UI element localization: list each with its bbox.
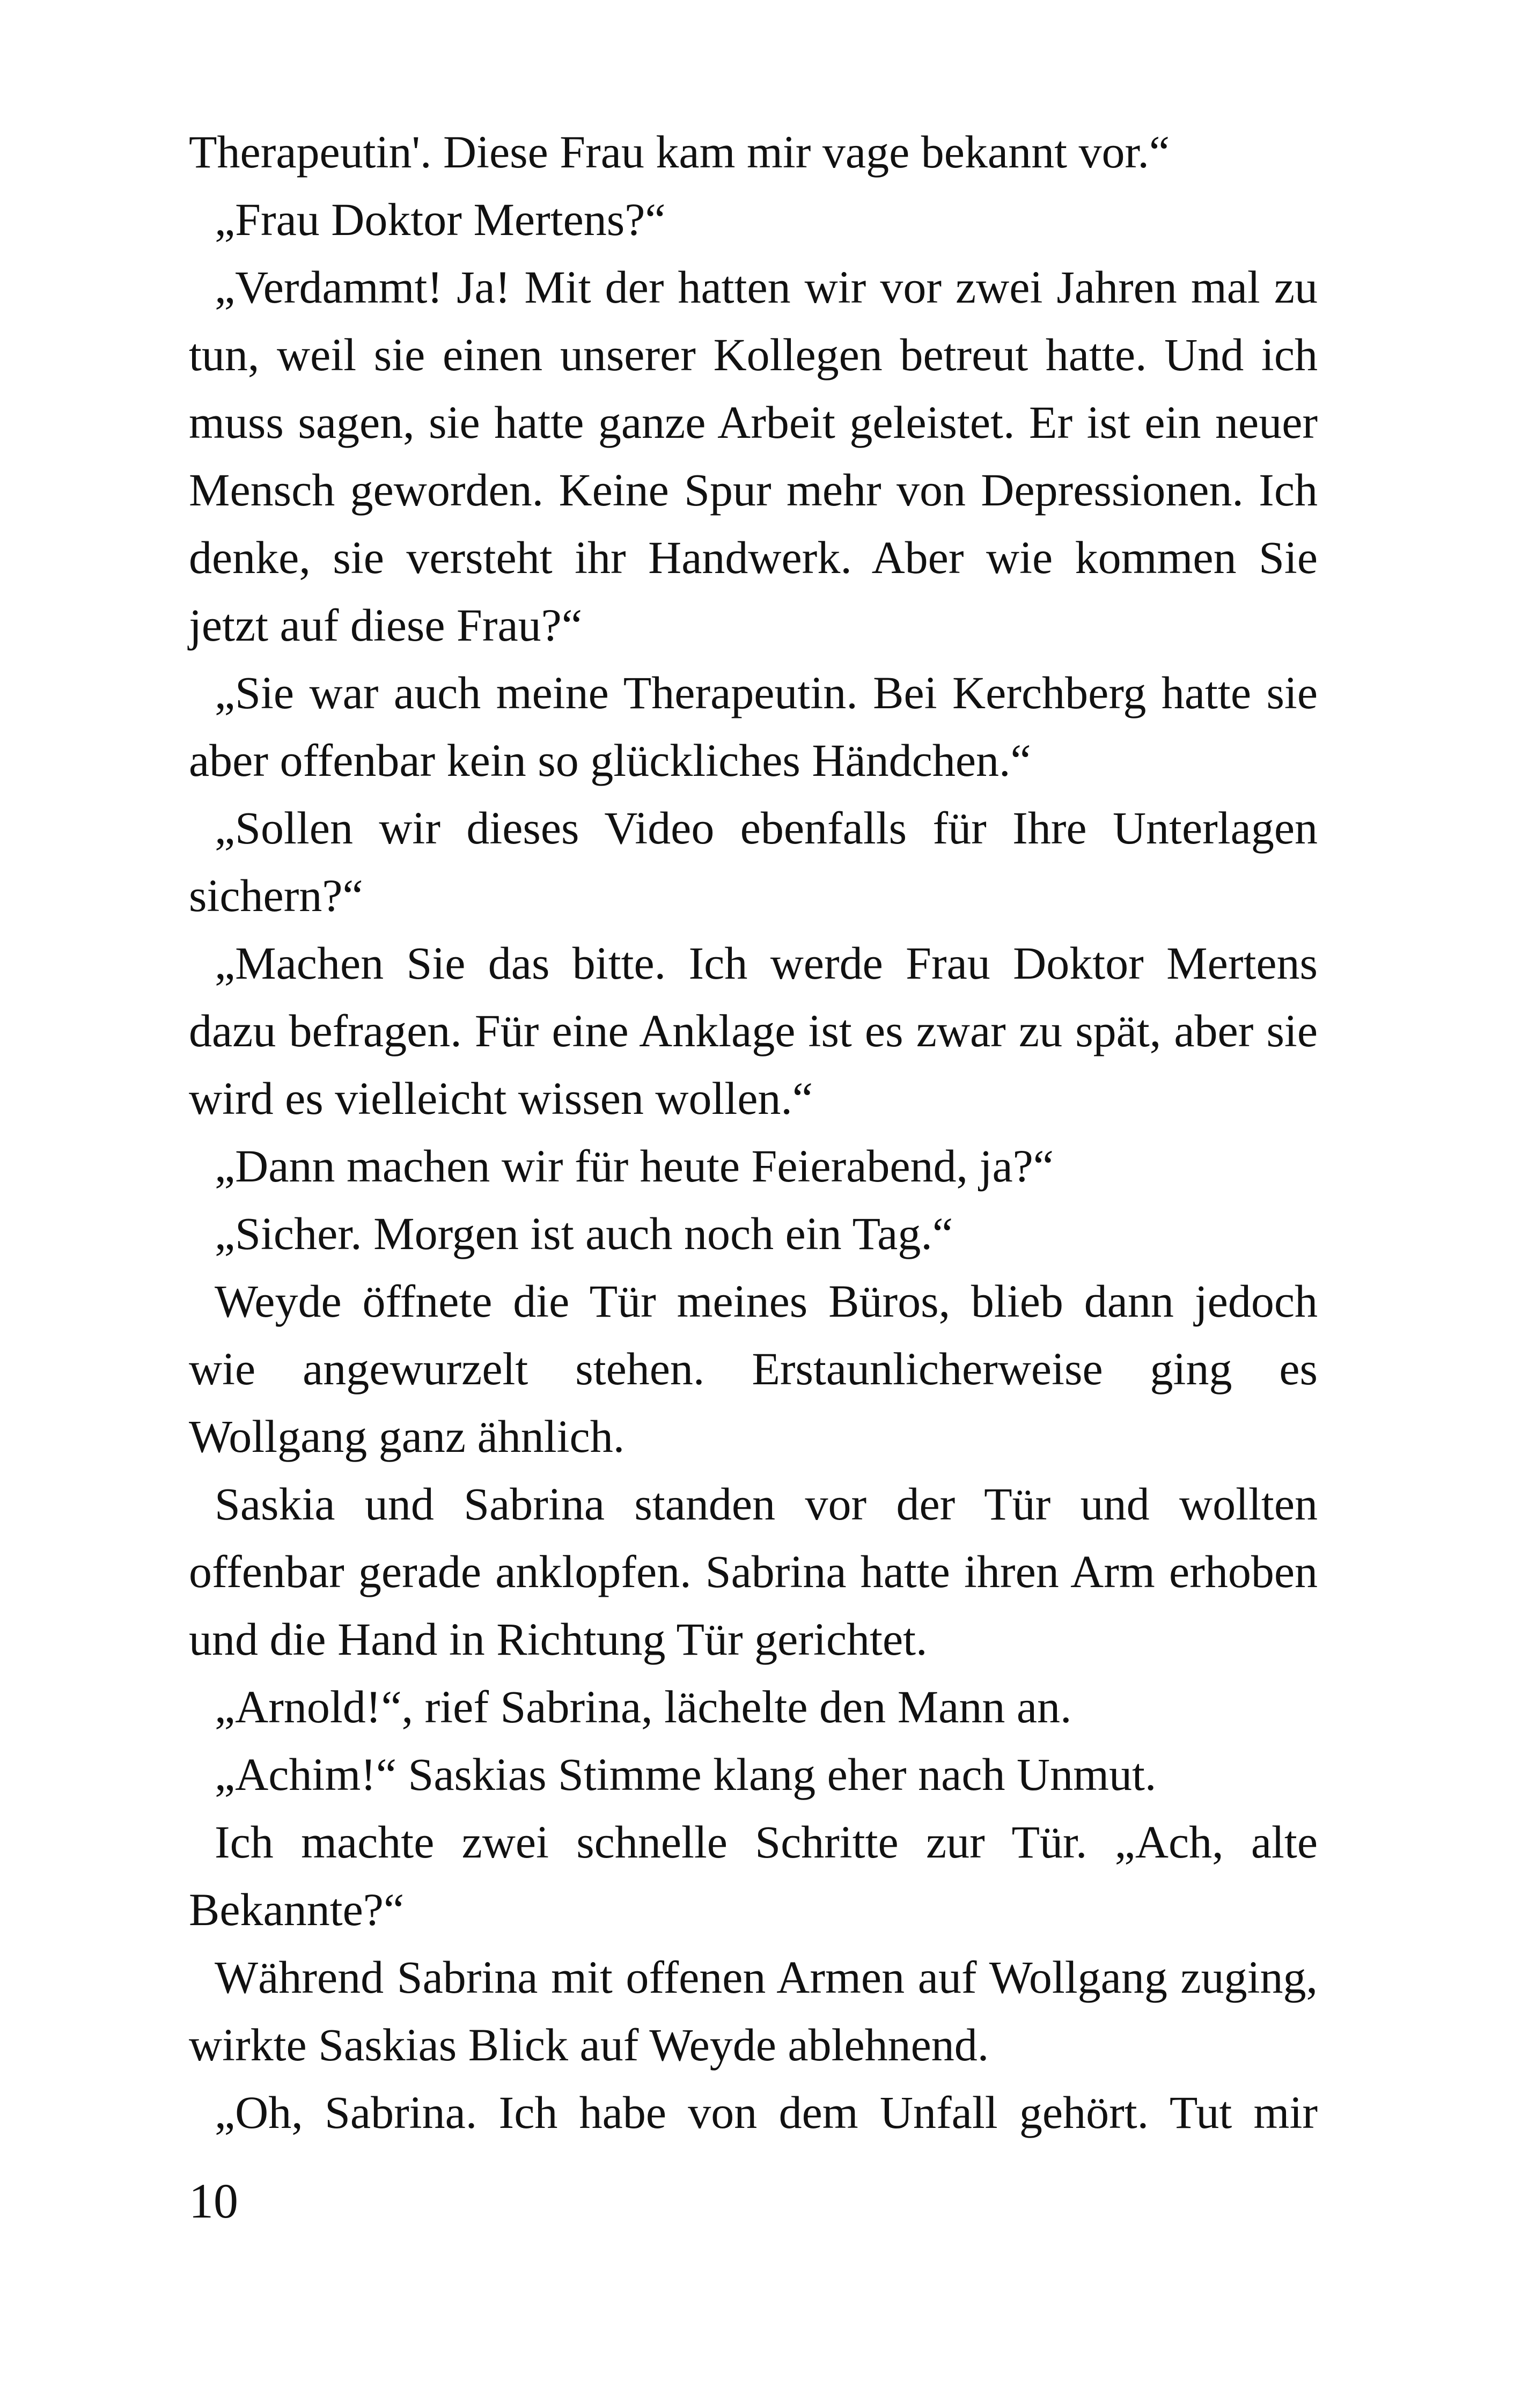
paragraph-dialogue: „Arnold!“, rief Sabrina, lächelte den Mann an. — [215, 1681, 1072, 1732]
paragraph-dialogue: „Sie war auch meine Therapeutin. Bei Kerchberg hatte sie aber offenbar kein so glückliches Händchen.“ — [189, 667, 1318, 786]
paragraph-dialogue: „Machen Sie das bitte. Ich werde Frau Doktor Mertens dazu befragen. Für eine Anklage ist es zwar zu spät, aber sie wird es vielleicht wissen wollen.“ — [189, 937, 1318, 1124]
body-text — [189, 118, 1318, 2146]
paragraph-dialogue-cut: „Oh, Sabrina. Ich habe von dem Unfall gehört. Tut mir — [215, 2087, 1318, 2138]
paragraph-narration: Weyde öffnete die Tür meines Büros, blieb dann jedoch wie angewurzelt stehen. Erstaunlicherweise ging es Wollgang ganz ähnlich. — [189, 1275, 1318, 1462]
paragraph-dialogue: „Sollen wir dieses Video ebenfalls für Ihre Unterlagen sichern?“ — [189, 802, 1318, 921]
paragraph-narration: Während Sabrina mit offenen Armen auf Wollgang zuging, wirkte Saskias Blick auf Weyde ablehnend. — [189, 1951, 1318, 2071]
paragraph-dialogue: „Verdammt! Ja! Mit der hatten wir vor zwei Jahren mal zu tun, weil sie einen unserer Kollegen betreut hatte. Und ich muss sagen, sie hatte ganze Arbeit geleistet. Er ist ein neuer Mensch geworden. Keine Spur mehr von Depressionen. Ich denke, sie versteht ihr Handwerk. Aber wie kommen Sie jetzt auf diese Frau?“ — [189, 261, 1318, 651]
paragraph-dialogue: „Dann machen wir für heute Feierabend, ja?“ — [215, 1140, 1054, 1192]
page-number: 10 — [189, 2174, 238, 2228]
paragraph-dialogue: „Achim!“ Saskias Stimme klang eher nach Unmut. — [215, 1749, 1157, 1800]
paragraph-narration: Ich machte zwei schnelle Schritte zur Tür. „Ach, alte Bekannte?“ — [189, 1816, 1318, 1935]
paragraph-dialogue: „Sicher. Morgen ist auch noch ein Tag.“ — [215, 1208, 953, 1259]
paragraph-narration: Saskia und Sabrina standen vor der Tür und wollten offenbar gerade anklopfen. Sabrina hatte ihren Arm erhoben und die Hand in Richtung Tür gerichtet. — [189, 1478, 1318, 1665]
paragraph-continuation: Therapeutin'. Diese Frau kam mir vage bekannt vor.“ — [189, 126, 1170, 178]
paragraph-dialogue: „Frau Doktor Mertens?“ — [215, 194, 666, 245]
